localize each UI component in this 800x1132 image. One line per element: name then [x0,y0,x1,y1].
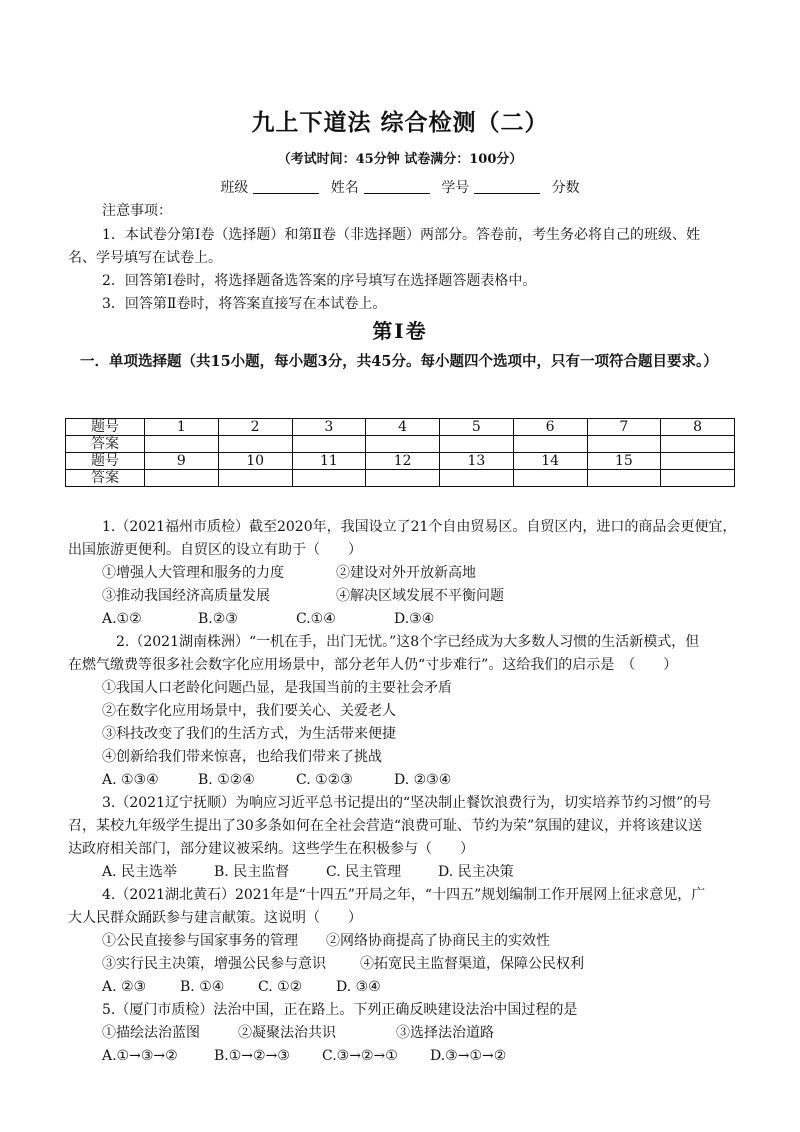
q1-option-4: ④解决区域发展不平衡问题 [336,588,504,604]
q5-option-1: ①描绘法治蓝图 [102,1025,200,1041]
q5-stem-line-1: 5.（厦门市质检）法治中国，正在路上。下列正确反映建设法治中国过程的是 [102,1002,578,1018]
question-number-cell: 8 [661,419,735,436]
answer-cell[interactable] [145,470,219,487]
q2-choices [102,771,451,789]
q3-stem-line-2: 召，某校九年级学生提出了30多条如何在全社会营造“浪费可耻、节约为荣”氛围的建议，并将该建议送 [68,818,703,834]
q4-option-3: ③实行民主决策，增强公民参与意识 [102,956,326,972]
answer-cell[interactable] [292,470,366,487]
choice-a[interactable]: A. ②③ [102,979,147,995]
choice-b[interactable]: B. 民主监督 [214,864,290,880]
notice-heading: 注意事项： [102,203,172,219]
q1-option-1: ①增强人大管理和服务的力度 [102,565,284,581]
section-title: 第Ⅰ卷 [372,319,428,343]
q3-stem-line-3: 达政府相关部门，部分建议被采纳。这些学生在积极参与（ ） [68,841,474,857]
q4-stem-line-2: 大人民群众踊跃参与建言献策。这说明（ ） [68,910,362,926]
q2-option-2: ②在数字化应用场景中，我们要关心、关爱老人 [102,703,396,719]
question-number-cell: 12 [366,453,440,470]
choice-c[interactable]: C. 民主管理 [326,864,402,880]
q3-choices [102,863,514,881]
choice-d[interactable]: D.③→①→② [430,1048,507,1064]
class-blank[interactable] [253,179,319,194]
answer-cell[interactable] [292,436,366,453]
answer-cell[interactable] [440,470,514,487]
question-number-cell: 6 [513,419,587,436]
choice-c[interactable]: C.③→②→① [322,1048,398,1064]
row-label: 答案 [66,436,145,453]
q2-stem-line-2: 在燃气缴费等很多社会数字化应用场景中，部分老年人仍“寸步难行”。这给我们的启示是 （ ） [68,657,678,673]
row-label: 题号 [66,419,145,436]
question-number-cell: 11 [292,453,366,470]
choice-a[interactable]: A. ①③④ [102,772,159,788]
choice-d[interactable]: D. ②③④ [394,772,452,788]
choice-c[interactable]: C. ①②③ [296,772,353,788]
answer-table [65,418,735,487]
answer-cell[interactable] [218,470,292,487]
answer-cell[interactable] [661,470,735,487]
q2-option-4: ④创新给我们带来惊喜，也给我们带来了挑战 [102,749,382,765]
q2-stem-line-1: 2.（2021湖南株洲）“一机在手，出门无忧。”这8个字已经成为大多数人习惯的生活新模式，但 [116,634,700,650]
notice-item-1-line-1: 1．本试卷分第Ⅰ卷（选择题）和第Ⅱ卷（非选择题）两部分。答卷前，考生务必将自己的班级、姓 [102,227,700,243]
answer-cell[interactable] [513,470,587,487]
question-number-cell: 4 [366,419,440,436]
q4-option-1: ①公民直接参与国家事务的管理 [102,933,298,949]
q5-option-2: ②凝聚法治共识 [238,1025,336,1041]
row-label: 答案 [66,470,145,487]
table-row [66,419,735,436]
answer-cell[interactable] [218,436,292,453]
q2-option-1: ①我国人口老龄化问题凸显，是我国当前的主要社会矛盾 [102,680,452,696]
q5-option-3: ③选择法治道路 [396,1025,494,1041]
choice-b[interactable]: B.①→②→③ [214,1048,290,1064]
student-id-label: 学号 [441,180,470,196]
q2-option-3: ③科技改变了我们的生活方式，为生活带来便捷 [102,726,396,742]
choice-b[interactable]: B. ①④ [180,979,225,995]
exam-title: 九上下道法 综合检测（二） [251,109,549,136]
question-number-cell: 1 [145,419,219,436]
student-info-line [0,177,800,197]
q4-stem-line-1: 4.（2021湖北黄石）2021年是“十四五”开局之年，“十四五”规划编制工作开展网上征求意见，广 [102,887,706,903]
score-label: 分数 [551,180,580,196]
q1-choices [102,610,434,628]
name-label: 姓名 [330,180,359,196]
answer-cell[interactable] [587,436,661,453]
answer-cell[interactable] [440,436,514,453]
table-row [66,470,735,487]
answer-cell[interactable] [145,436,219,453]
choice-d[interactable]: D. ③④ [336,979,381,995]
q4-choices [102,978,381,996]
choice-d[interactable]: D.③④ [394,611,435,627]
question-number-cell: 15 [587,453,661,470]
q4-option-2: ②网络协商提高了协商民主的实效性 [326,933,550,949]
q4-option-4: ④拓宽民主监督渠道，保障公民权利 [360,956,584,972]
answer-cell[interactable] [366,470,440,487]
question-number-cell [661,453,735,470]
class-label: 班级 [220,180,249,196]
row-label: 题号 [66,453,145,470]
question-number-cell: 10 [218,453,292,470]
q1-stem-line-1: 1.（2021福州市质检）截至2020年，我国设立了21个自由贸易区。自贸区内，进口的商品会更便宜， [102,519,737,535]
choice-d[interactable]: D. 民主决策 [438,864,514,880]
choice-c[interactable]: C. ①② [258,979,303,995]
part1-heading: 一．单项选择题（共15小题，每小题3分，共45分。每小题四个选项中，只有一项符合题目要求。） [80,353,718,370]
choice-b[interactable]: B.②③ [198,611,238,627]
q1-option-2: ②建设对外开放新高地 [336,565,476,581]
answer-cell[interactable] [513,436,587,453]
exam-subtitle: （考试时间：45分钟 试卷满分：100分） [277,152,523,167]
choice-b[interactable]: B. ①②④ [198,772,255,788]
q5-choices [102,1047,506,1065]
name-blank[interactable] [364,179,430,194]
choice-c[interactable]: C.①④ [296,611,336,627]
question-number-cell: 2 [218,419,292,436]
notice-item-1-line-2: 名、学号填写在试卷上。 [68,250,222,266]
question-number-cell: 13 [440,453,514,470]
choice-a[interactable]: A. 民主选举 [102,864,178,880]
notice-item-2: 2．回答第Ⅰ卷时，将选择题备选答案的序号填写在选择题答题表格中。 [102,273,537,289]
table-row [66,436,735,453]
answer-cell[interactable] [587,470,661,487]
table-row [66,453,735,470]
choice-a[interactable]: A.①② [102,611,142,627]
student-id-blank[interactable] [474,179,540,194]
q1-option-3: ③推动我国经济高质量发展 [102,588,270,604]
q3-stem-line-1: 3.（2021辽宁抚顺）为响应习近平总书记提出的“坚决制止餐饮浪费行为，切实培养节约习惯”的号 [102,795,712,811]
question-number-cell: 9 [145,453,219,470]
answer-cell[interactable] [366,436,440,453]
question-number-cell: 7 [587,419,661,436]
choice-a[interactable]: A.①→③→② [102,1048,178,1064]
q1-stem-line-2: 出国旅游更便利。自贸区的设立有助于（ ） [68,542,362,558]
answer-cell[interactable] [661,436,735,453]
notice-item-3: 3．回答第Ⅱ卷时，将答案直接写在本试卷上。 [102,296,387,312]
question-number-cell: 14 [513,453,587,470]
question-number-cell: 3 [292,419,366,436]
question-number-cell: 5 [440,419,514,436]
